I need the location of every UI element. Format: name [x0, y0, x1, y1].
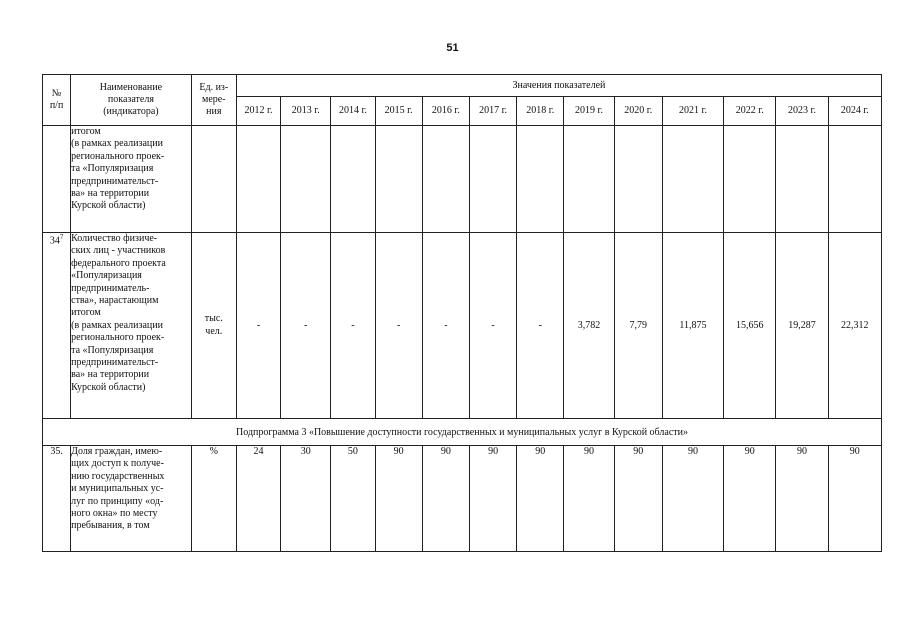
value-cell: 90: [724, 446, 776, 552]
value-cell: -: [469, 233, 516, 419]
value-cell: [564, 126, 614, 233]
value-cell: 90: [517, 446, 564, 552]
value-cell: 90: [375, 446, 422, 552]
row-number-text: 34: [49, 235, 60, 247]
row-number: 35.: [43, 446, 71, 552]
value-cell: [517, 126, 564, 233]
year-header: 2020 г.: [614, 97, 662, 126]
unit-cell: [191, 126, 236, 233]
value-cell: [331, 126, 375, 233]
value-cell: [422, 126, 469, 233]
page-number: 51: [446, 42, 459, 54]
value-cell: 90: [614, 446, 662, 552]
value-cell: [469, 126, 516, 233]
value-cell: -: [517, 233, 564, 419]
table-row: [43, 233, 882, 419]
table-row: [43, 446, 882, 552]
year-header: 2015 г.: [375, 97, 422, 126]
value-cell: [724, 126, 776, 233]
subprogram-row: [43, 419, 882, 446]
value-cell: 7,79: [614, 233, 662, 419]
value-cell: 90: [469, 446, 516, 552]
value-cell: 90: [776, 446, 828, 552]
col-header-unit: Ед. из- мере- ния: [191, 75, 236, 126]
unit-cell: %: [191, 446, 236, 552]
value-cell: 90: [564, 446, 614, 552]
value-cell: [662, 126, 723, 233]
subprogram-title: Подпрограмма 3 «Повышение доступности государственных и муниципальных услуг в Курской области»: [43, 419, 882, 446]
year-header: 2019 г.: [564, 97, 614, 126]
col-header-num: № п/п: [43, 75, 71, 126]
indicators-table: [42, 74, 882, 552]
value-cell: [375, 126, 422, 233]
indicator-name: итогом (в рамках реализации регионального проек- та «Популяризация предпринимательст- ва» на территории Курской области): [71, 126, 192, 233]
value-cell: 50: [331, 446, 375, 552]
row-number: [43, 233, 71, 419]
value-cell: 22,312: [828, 233, 881, 419]
value-cell: -: [375, 233, 422, 419]
indicator-name: Количество физиче- ских лиц - участников федерального проекта «Популяризация предприниматель- ства», нарастающим итогом (в рамках реализации регионального проек- та «Популяризация предпринимательст- ва» на территории Курской области): [71, 233, 192, 419]
value-cell: [281, 126, 331, 233]
row-number: [43, 126, 71, 233]
value-cell: 90: [828, 446, 881, 552]
value-cell: 19,287: [776, 233, 828, 419]
year-header: 2018 г.: [517, 97, 564, 126]
value-cell: 90: [662, 446, 723, 552]
value-cell: [614, 126, 662, 233]
value-cell: [828, 126, 881, 233]
value-cell: 11,875: [662, 233, 723, 419]
value-cell: 90: [422, 446, 469, 552]
value-cell: -: [281, 233, 331, 419]
value-cell: -: [331, 233, 375, 419]
value-cell: 15,656: [724, 233, 776, 419]
header-row: [43, 75, 882, 97]
indicator-name: Доля граждан, имею- щих доступ к получе- нию государственных и муниципальных ус- луг по принципу «од- ного окна» по месту пребывания, в том: [71, 446, 192, 552]
value-cell: [236, 126, 280, 233]
year-header: 2021 г.: [662, 97, 723, 126]
col-header-name: Наименование показателя (индикатора): [71, 75, 192, 126]
value-cell: -: [236, 233, 280, 419]
year-header: 2017 г.: [469, 97, 516, 126]
value-cell: -: [422, 233, 469, 419]
year-header: 2016 г.: [422, 97, 469, 126]
value-cell: 24: [236, 446, 280, 552]
year-header: 2013 г.: [281, 97, 331, 126]
footnote-mark: 7: [59, 233, 64, 241]
year-header: 2023 г.: [776, 97, 828, 126]
year-header: 2012 г.: [236, 97, 280, 126]
value-cell: [776, 126, 828, 233]
year-header: 2022 г.: [724, 97, 776, 126]
value-cell: 30: [281, 446, 331, 552]
value-cell: 3,782: [564, 233, 614, 419]
year-header: 2024 г.: [828, 97, 881, 126]
year-header: 2014 г.: [331, 97, 375, 126]
table-row: [43, 126, 882, 233]
unit-cell: тыс. чел.: [191, 233, 236, 419]
col-header-values-group: Значения показателей: [236, 75, 881, 97]
